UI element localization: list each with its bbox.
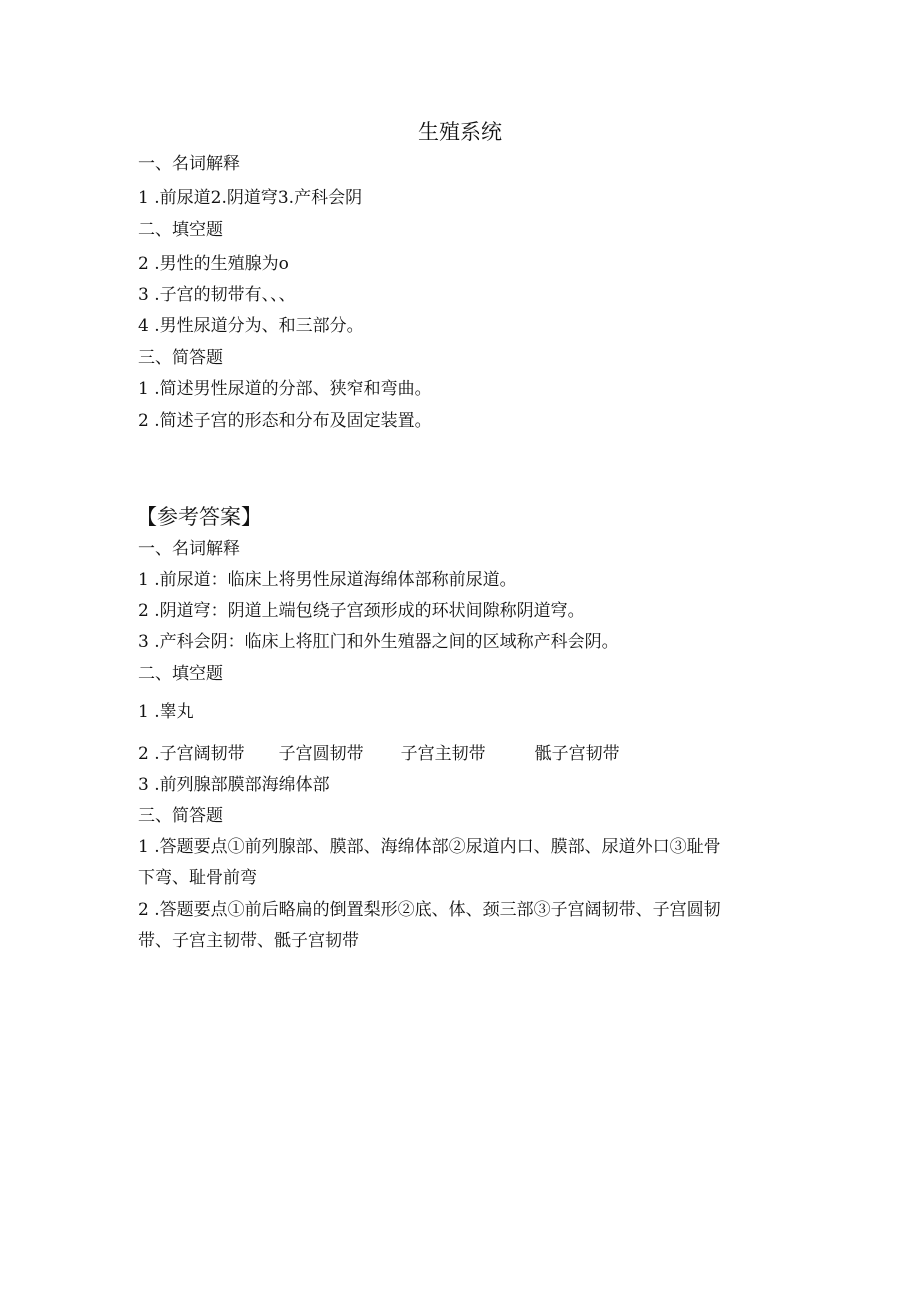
- q-essay-item: 2 .简述子宫的形态和分布及固定装置。: [138, 411, 432, 431]
- ligament-item: 子宫阔韧带: [159, 744, 245, 764]
- q-fill-item: 4 .男性尿道分为、和三部分。: [138, 316, 364, 336]
- ligament-item: 骶子宫韧带: [534, 744, 620, 764]
- a-essay-answer-2-cont: 带、子宫主韧带、骶子宫韧带: [138, 931, 359, 951]
- a-fill-answer-2-number: 2 .: [138, 744, 160, 764]
- answers-heading: 【参考答案】: [136, 505, 262, 529]
- a-definition-item: 2 .阴道穹：阴道上端包绕子宫颈形成的环状间隙称阴道穹。: [138, 601, 585, 621]
- a-fill-answer-3: 3 .前列腺部膜部海绵体部: [138, 775, 330, 795]
- a-section2-heading: 二、填空题: [138, 664, 223, 684]
- a-section3-heading: 三、简答题: [138, 806, 223, 826]
- a-essay-answer-2: 2 .答题要点①前后略扁的倒置梨形②底、体、颈三部③子宫阔韧带、子宫圆韧: [138, 900, 721, 920]
- document-title: 生殖系统: [418, 120, 502, 144]
- ligament-item: 子宫主韧带: [400, 744, 486, 764]
- a-section1-heading: 一、名词解释: [138, 539, 240, 559]
- a-fill-answer-1: 1 .睾丸: [138, 702, 194, 722]
- a-essay-answer-1: 1 .答题要点①前列腺部、膜部、海绵体部②尿道内口、膜部、尿道外口③耻骨: [138, 837, 721, 857]
- q-fill-item: 3 .子宫的韧带有、、、: [138, 285, 296, 305]
- q-fill-item: 2 .男性的生殖腺为o: [138, 254, 289, 274]
- a-fill-answer-2: [138, 743, 620, 765]
- a-essay-answer-1-cont: 下弯、耻骨前弯: [138, 868, 257, 888]
- q-section1-items: 1 .前尿道2.阴道穹3.产科会阴: [138, 188, 363, 208]
- q-section2-heading: 二、填空题: [138, 220, 223, 240]
- q-section1-heading: 一、名词解释: [138, 154, 240, 174]
- q-essay-item: 1 .简述男性尿道的分部、狭窄和弯曲。: [138, 379, 432, 399]
- ligament-item: 子宫圆韧带: [278, 744, 364, 764]
- q-section3-heading: 三、简答题: [138, 348, 223, 368]
- a-definition-item: 1 .前尿道：临床上将男性尿道海绵体部称前尿道。: [138, 570, 517, 590]
- a-definition-item: 3 .产科会阴：临床上将肛门和外生殖器之间的区域称产科会阴。: [138, 632, 619, 652]
